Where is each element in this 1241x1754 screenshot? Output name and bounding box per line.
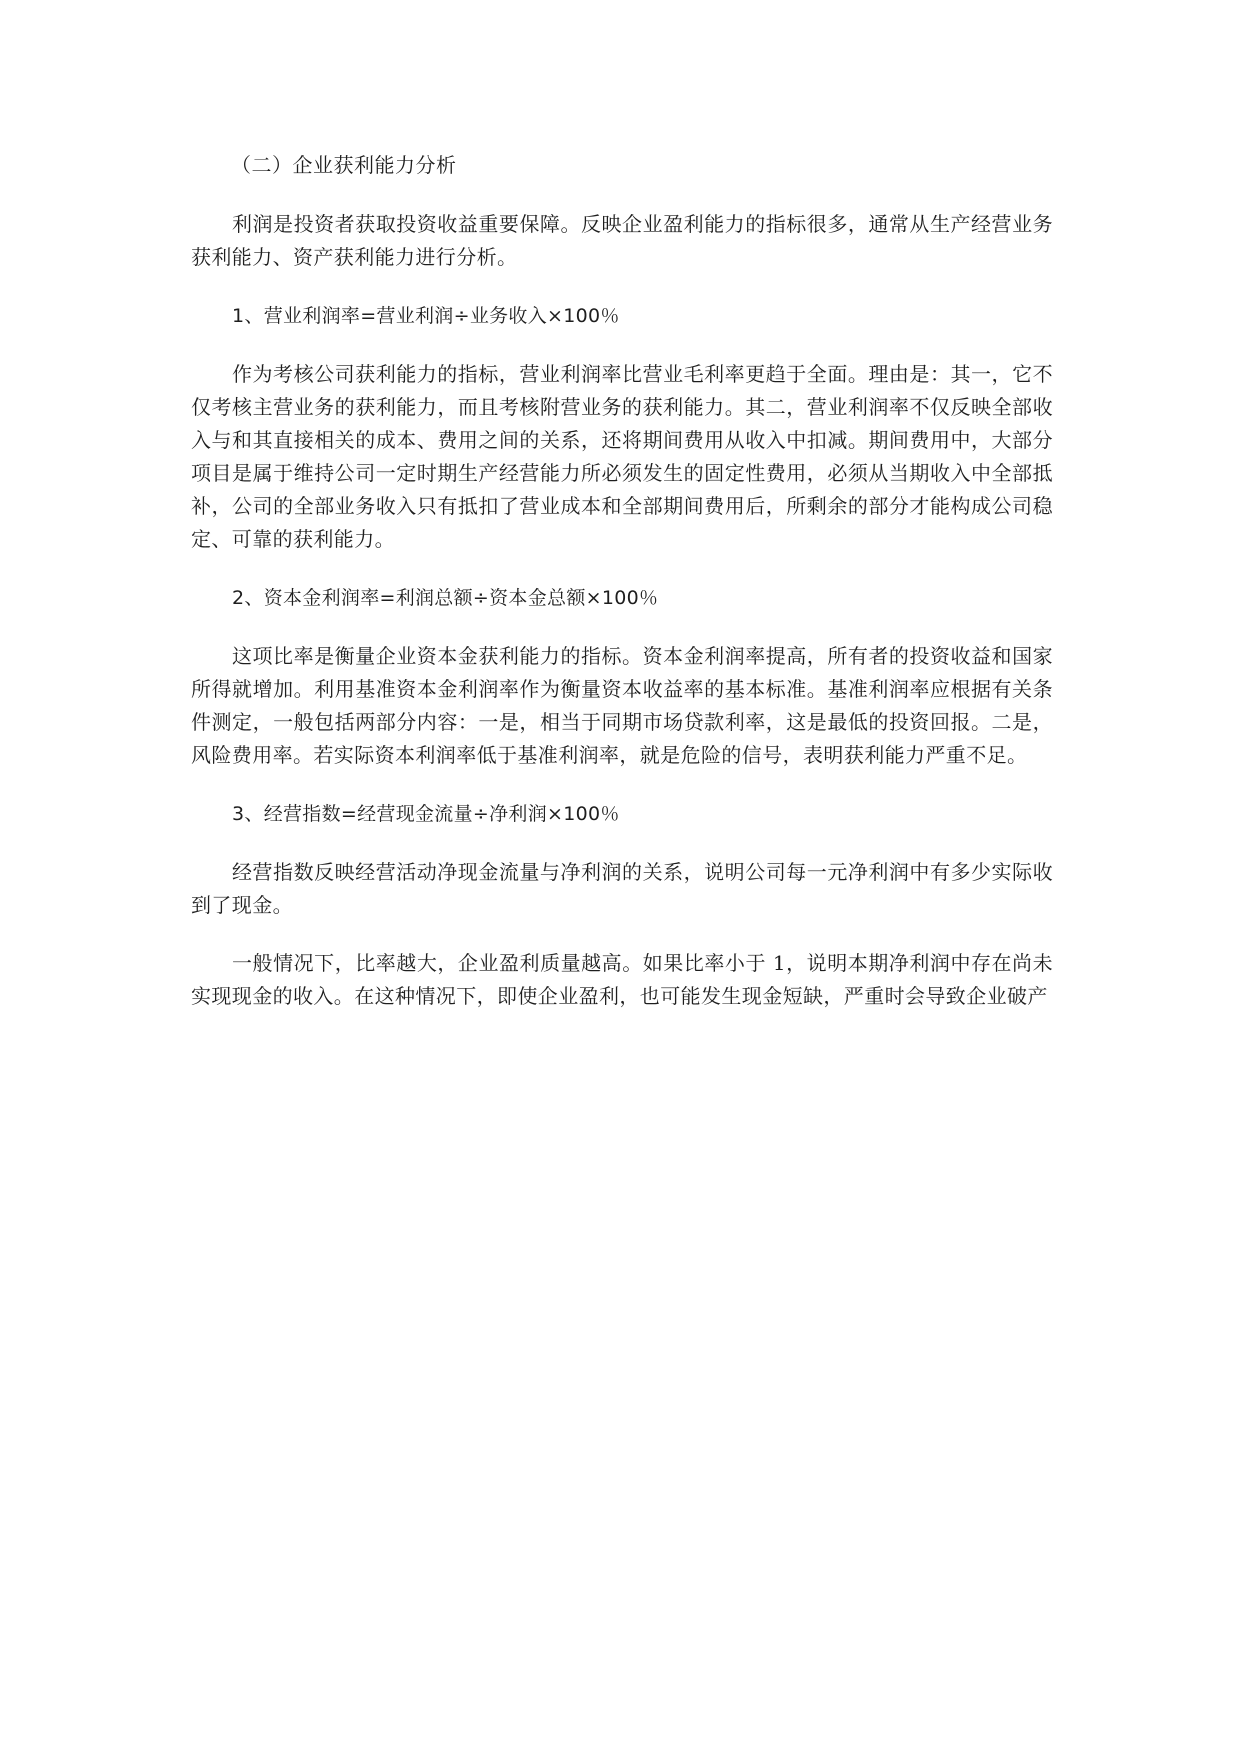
paragraph-capital-profit-rate: 这项比率是衡量企业资本金获利能力的指标。资本金利润率提高，所有者的投资收益和国家所得就增加。利用基准资本金利润率作为衡量资本收益率的基本标准。基准利润率应根据有关条件测定，一般包括两部分内容：一是，相当于同期市场贷款利率，这是最低的投资回报。二是，风险费用率。若实际资本利润率低于基准利润率，就是危险的信号，表明获利能力严重不足。 xyxy=(191,644,1053,767)
intro-paragraph: 利润是投资者获取投资收益重要保障。反映企业盈利能力的指标很多，通常从生产经营业务获利能力、资产获利能力进行分析。 xyxy=(191,212,1053,269)
formula-operating-profit-margin: 1、营业利润率=营业利润÷业务收入×100％ xyxy=(232,305,620,327)
paragraph-operating-profit-margin: 作为考核公司获利能力的指标，营业利润率比营业毛利率更趋于全面。理由是：其一，它不仅考核主营业务的获利能力，而且考核附营业务的获利能力。其二，营业利润率不仅反映全部收入与和其直接相关的成本、费用之间的关系，还将期间费用从收入中扣减。期间费用中，大部分项目是属于维持公司一定时期生产经营能力所必须发生的固定性费用，必须从当期收入中全部抵补，公司的全部业务收入只有抵扣了营业成本和全部期间费用后，所剩余的部分才能构成公司稳定、可靠的获利能力。 xyxy=(191,362,1053,551)
paragraph-operating-index: 经营指数反映经营活动净现金流量与净利润的关系，说明公司每一元净利润中有多少实际收到了现金。 xyxy=(191,860,1053,917)
section-title: （二）企业获利能力分析 xyxy=(231,153,457,177)
paragraph-conclusion: 一般情况下，比率越大，企业盈利质量越高。如果比率小于 1，说明本期净利润中存在尚未实现现金的收入。在这种情况下，即使企业盈利，也可能发生现金短缺，严重时会导致企业破产 xyxy=(191,951,1053,1008)
formula-capital-profit-rate: 2、资本金利润率=利润总额÷资本金总额×100％ xyxy=(232,587,659,609)
formula-operating-index: 3、经营指数=经营现金流量÷净利润×100％ xyxy=(232,803,620,825)
document-body xyxy=(191,148,1053,1038)
